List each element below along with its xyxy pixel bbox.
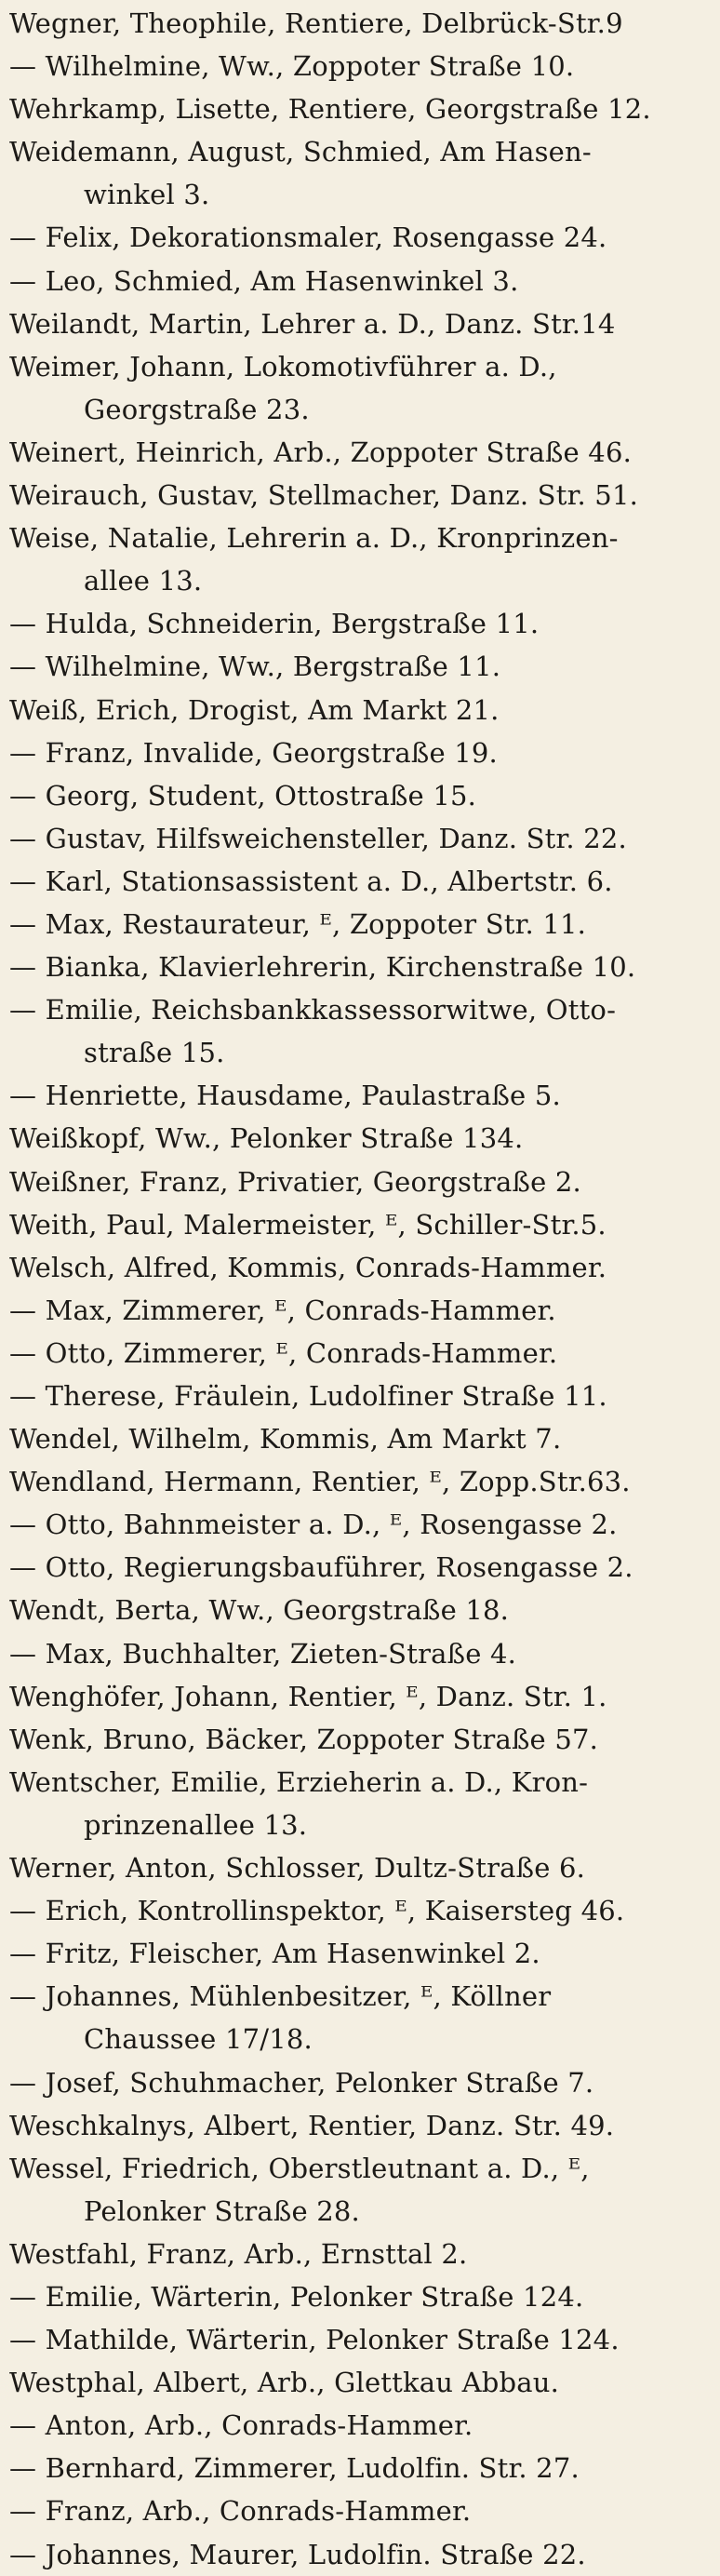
entry-line: Weidemann, August, Schmied, Am Hasen-: [9, 136, 592, 168]
entry-line: — Franz, Arb., Conrads-Hammer.: [9, 2495, 472, 2528]
entry-line: — Otto, Zimmerer, ᴱ, Conrads-Hammer.: [9, 1336, 558, 1369]
entry-line: Weith, Paul, Malermeister, ᴱ, Schiller-Str.5.: [9, 1208, 607, 1241]
entry-continuation-line: Georgstraße 23.: [84, 393, 310, 425]
entry-line: — Mathilde, Wärterin, Pelonker Straße 124.: [9, 2324, 620, 2356]
entry-line: — Otto, Regierungsbauführer, Rosengasse 2.: [9, 1551, 633, 1584]
entry-line: — Wilhelmine, Ww., Bergstraße 11.: [9, 651, 501, 683]
entry-line: — Anton, Arb., Conrads-Hammer.: [9, 2409, 473, 2442]
entry-line: Weißner, Franz, Privatier, Georgstraße 2.: [9, 1165, 581, 1198]
entry-line: — Hulda, Schneiderin, Bergstraße 11.: [9, 608, 540, 640]
entry-line: — Johannes, Maurer, Ludolfin. Straße 22.: [9, 2538, 586, 2570]
entry-line: Werner, Anton, Schlosser, Dultz-Straße 6.: [9, 1852, 586, 1885]
entry-line: — Bianka, Klavierlehrerin, Kirchenstraße 10.: [9, 951, 636, 984]
entry-line: Weilandt, Martin, Lehrer a. D., Danz. Str.14: [9, 307, 616, 340]
entry-line: — Bernhard, Zimmerer, Ludolfin. Str. 27.: [9, 2452, 580, 2485]
entry-line: — Max, Restaurateur, ᴱ, Zoppoter Str. 11.: [9, 907, 587, 940]
entry-continuation-line: winkel 3.: [84, 179, 210, 211]
entry-line: Wendt, Berta, Ww., Georgstraße 18.: [9, 1594, 510, 1627]
entry-line: Weißkopf, Ww., Pelonker Straße 134.: [9, 1122, 524, 1155]
entry-line: — Felix, Dekorationsmaler, Rosengasse 24.: [9, 221, 607, 254]
entry-line: — Erich, Kontrollinspektor, ᴱ, Kaisersteg 46.: [9, 1895, 625, 1927]
entry-line: — Wilhelmine, Ww., Zoppoter Straße 10.: [9, 50, 575, 83]
entry-line: Wendland, Hermann, Rentier, ᴱ, Zopp.Str.63.: [9, 1466, 631, 1498]
entry-line: Weimer, Johann, Lokomotivführer a. D.,: [9, 350, 557, 382]
entry-line: — Max, Buchhalter, Zieten-Straße 4.: [9, 1637, 517, 1670]
entry-line: — Georg, Student, Ottostraße 15.: [9, 779, 477, 812]
entry-line: Weschkalnys, Albert, Rentier, Danz. Str. 49.: [9, 2109, 615, 2141]
entry-line: Wehrkamp, Lisette, Rentiere, Georgstraße 12.: [9, 93, 651, 126]
entry-line: — Otto, Bahnmeister a. D., ᴱ, Rosengasse 2.: [9, 1509, 618, 1541]
entry-line: Weirauch, Gustav, Stellmacher, Danz. Str. 51.: [9, 479, 639, 512]
entry-line: — Josef, Schuhmacher, Pelonker Straße 7.: [9, 2066, 594, 2099]
entry-continuation-line: allee 13.: [84, 565, 203, 597]
entry-line: — Gustav, Hilfsweichensteller, Danz. Str. 22.: [9, 822, 627, 854]
entry-line: Wendel, Wilhelm, Kommis, Am Markt 7.: [9, 1423, 562, 1456]
entry-line: — Emilie, Reichsbankkassessorwitwe, Otto-: [9, 994, 617, 1026]
entry-line: Weise, Natalie, Lehrerin a. D., Kronprinzen-: [9, 522, 619, 555]
entry-line: — Karl, Stationsassistent a. D., Albertstr. 6.: [9, 865, 613, 897]
entry-continuation-line: Pelonker Straße 28.: [84, 2194, 360, 2227]
entry-line: Welsch, Alfred, Kommis, Conrads-Hammer.: [9, 1251, 607, 1283]
entry-line: Weinert, Heinrich, Arb., Zoppoter Straße 46.: [9, 436, 633, 468]
entry-continuation-line: Chaussee 17/18.: [84, 2023, 313, 2056]
entry-line: — Max, Zimmerer, ᴱ, Conrads-Hammer.: [9, 1294, 556, 1326]
entry-line: Westphal, Albert, Arb., Glettkau Abbau.: [9, 2367, 560, 2399]
entry-line: Weiß, Erich, Drogist, Am Markt 21.: [9, 693, 500, 726]
entry-line: — Franz, Invalide, Georgstraße 19.: [9, 736, 498, 769]
entry-line: — Emilie, Wärterin, Pelonker Straße 124.: [9, 2280, 584, 2313]
entry-line: Westfahl, Franz, Arb., Ernsttal 2.: [9, 2237, 468, 2270]
entry-line: Wenghöfer, Johann, Rentier, ᴱ, Danz. Str. 1.: [9, 1680, 607, 1712]
entry-line: — Johannes, Mühlenbesitzer, ᴱ, Köllner: [9, 1980, 552, 2013]
entry-continuation-line: prinzenallee 13.: [84, 1808, 308, 1841]
entry-line: — Therese, Fräulein, Ludolfiner Straße 11.: [9, 1380, 607, 1412]
entry-line: — Leo, Schmied, Am Hasenwinkel 3.: [9, 264, 519, 297]
entry-line: Wenk, Bruno, Bäcker, Zoppoter Straße 57.: [9, 1723, 599, 1755]
entry-line: Wentscher, Emilie, Erzieherin a. D., Kron-: [9, 1765, 589, 1798]
entry-line: Wegner, Theophile, Rentiere, Delbrück-Str.9: [9, 7, 623, 39]
entry-line: — Fritz, Fleischer, Am Hasenwinkel 2.: [9, 1938, 540, 1970]
entry-line: — Henriette, Hausdame, Paulastraße 5.: [9, 1080, 561, 1112]
entry-line: Wessel, Friedrich, Oberstleutnant a. D., ᴱ,: [9, 2152, 590, 2184]
entry-continuation-line: straße 15.: [84, 1037, 225, 1069]
